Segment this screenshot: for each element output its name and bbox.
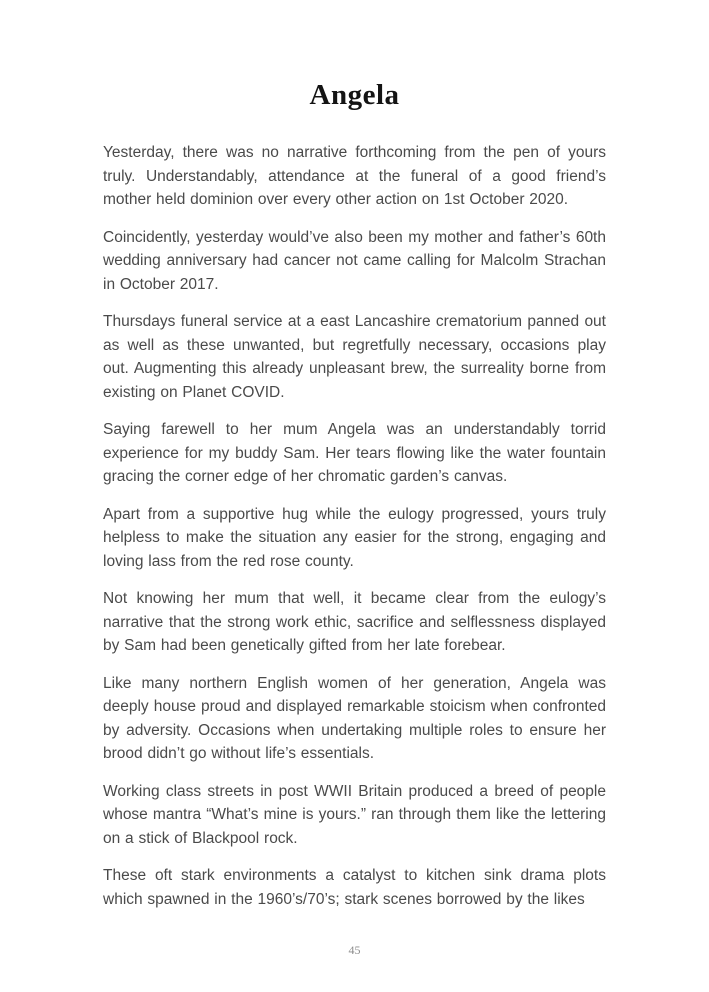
paragraph: Apart from a supportive hug while the eulogy progressed, yours truly helpless to make the situation any easier for the strong, engaging and loving lass from the red rose county.	[103, 505, 606, 570]
page-title: Angela	[309, 79, 400, 111]
paragraph: Coincidently, yesterday would’ve also been my mother and father’s 60th wedding anniversary had cancer not came calling for Malcolm Strachan in October 2017.	[103, 228, 606, 293]
paragraph: Like many northern English women of her generation, Angela was deeply house proud and displayed remarkable stoicism when confronted by adversity. Occasions when undertaking multiple roles to ensure her brood didn’t go without life’s essentials.	[103, 674, 606, 763]
page-number: 45	[348, 943, 361, 957]
paragraph: Working class streets in post WWII Britain produced a breed of people whose mantra “What’s mine is yours.” ran through them like the lettering on a stick of Blackpool rock.	[103, 782, 606, 847]
paragraph: These oft stark environments a catalyst to kitchen sink drama plots which spawned in the 1960’s/70’s; stark scenes borrowed by the likes	[103, 867, 606, 908]
body-text	[103, 141, 606, 911]
paragraph: Yesterday, there was no narrative forthcoming from the pen of yours truly. Understandably, attendance at the funeral of a good friend’s mother held dominion over every other action on 1st October 2020.	[103, 144, 606, 209]
paragraph: Thursdays funeral service at a east Lancashire crematorium panned out as well as these unwanted, but regretfully necessary, occasions play out. Augmenting this already unpleasant brew, the surreality borne from existing on Planet COVID.	[103, 313, 606, 401]
paragraph: Saying farewell to her mum Angela was an understandably torrid experience for my buddy Sam. Her tears flowing like the water fountain gracing the corner edge of her chromatic garden’s canvas.	[103, 421, 606, 486]
paragraph: Not knowing her mum that well, it became clear from the eulogy’s narrative that the strong work ethic, sacrifice and selflessness displayed by Sam had been genetically gifted from her late forebear.	[103, 590, 606, 655]
